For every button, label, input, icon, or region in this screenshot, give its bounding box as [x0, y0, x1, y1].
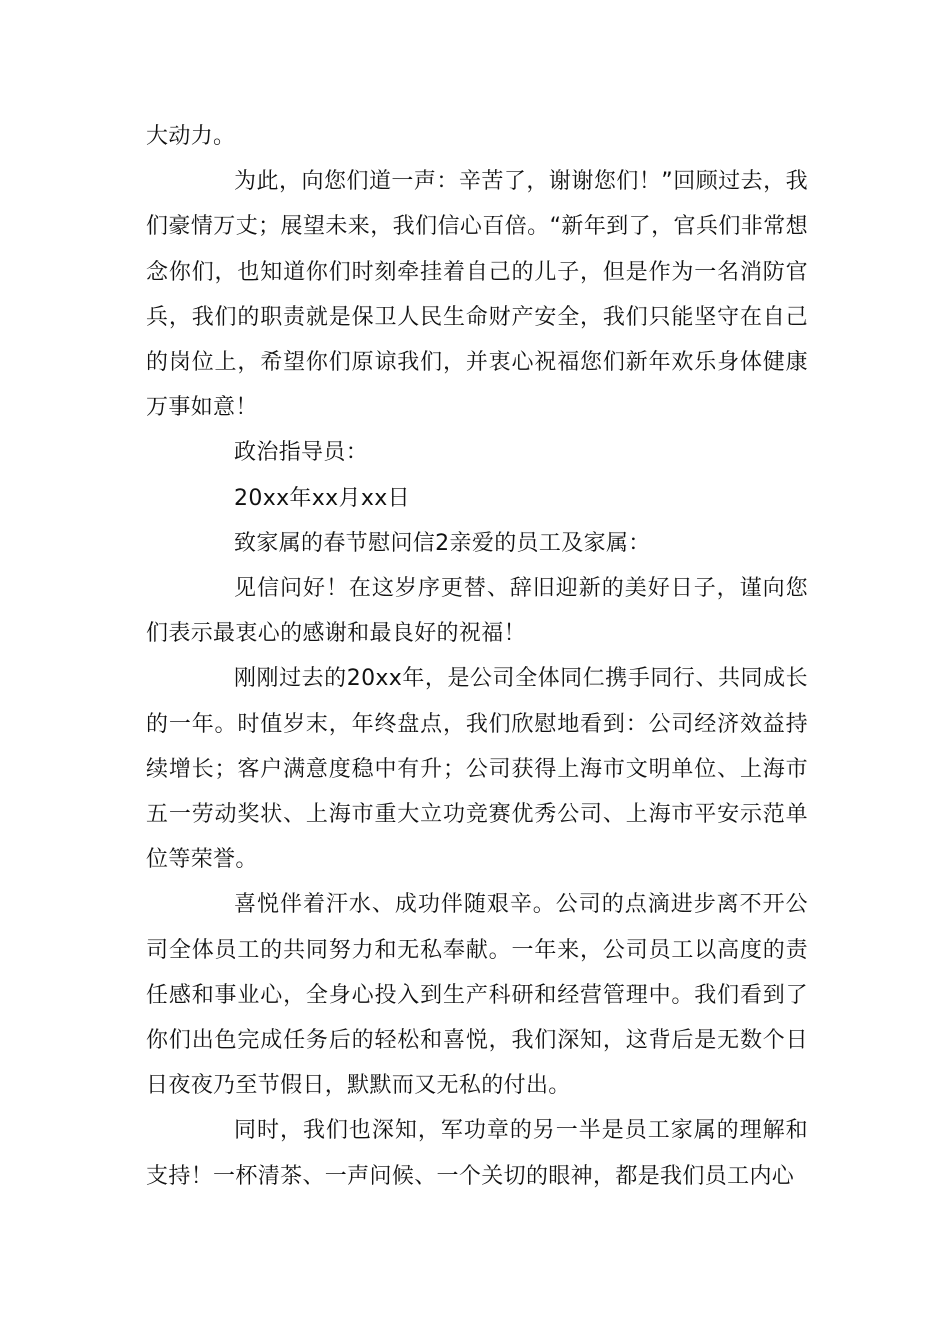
signature-date: 20xx年xx月xx日	[234, 485, 410, 511]
paragraph-greeting: 见信问好！在这岁序更替、辞旧迎新的美好日子，谨向您们表示最衷心的感谢和最良好的祝福！	[146, 576, 808, 647]
paragraph-continuation: 大动力。	[146, 124, 236, 149]
paragraph-employee-effort: 喜悦伴着汗水、成功伴随艰辛。公司的点滴进步离不开公司全体员工的共同努力和无私奉献。一年来，公司员工以高度的责任感和事业心，全身心投入到生产科研和经营管理中。我们看到了你们出色完成任务后的轻松和喜悦，我们深知，这背后是无数个日日夜夜乃至节假日，默默而又无私的付出。	[146, 892, 808, 1099]
paragraph-year-review: 刚刚过去的20xx年，是公司全体同仁携手同行、共同成长的一年。时值岁末，年终盘点，我们欣慰地看到：公司经济效益持续增长；客户满意度稳中有升；公司获得上海市文明单位、上海市五一劳动奖状、上海市重大立功竞赛优秀公司、上海市平安示范单位等荣誉。	[146, 666, 808, 873]
paragraph-family-support: 同时，我们也深知，军功章的另一半是员工家属的理解和支持！一杯清茶、一声问候、一个关切的眼神，都是我们员工内心	[146, 1118, 808, 1189]
signature-title: 政治指导员：	[234, 440, 369, 466]
paragraph-thanks-soldiers: 为此，向您们道一声：辛苦了，谢谢您们！”回顾过去，我们豪情万丈；展望未来，我们信心百倍。“新年到了，官兵们非常想念你们，也知道你们时刻牵挂着自己的儿子，但是作为一名消防官兵，我们的职责就是保卫人民生命财产安全，我们只能坚守在自己的岗位上，希望你们原谅我们，并衷心祝福您们新年欢乐身体健康万事如意！	[146, 169, 808, 421]
letter-heading-salutation: 致家属的春节慰问信2亲爱的员工及家属：	[234, 530, 651, 556]
document-body	[146, 114, 808, 1199]
